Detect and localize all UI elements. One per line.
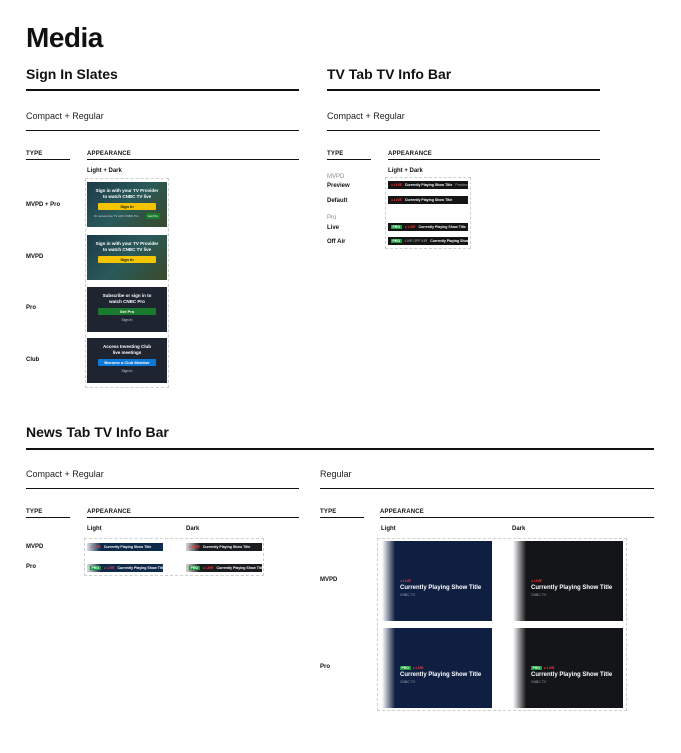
live-indicator: ● LIVE — [391, 198, 402, 202]
live-indicator: ● LIVE — [543, 666, 555, 670]
live-indicator: ● LIVE — [412, 666, 424, 670]
column-header-appearance: APPEARANCE — [388, 151, 433, 157]
row-type-label: Pro — [26, 564, 37, 570]
pro-badge: PRO — [91, 566, 100, 570]
become-club-member-button[interactable]: Become a Club Member — [98, 359, 156, 366]
news-tile-mvpd-light — [382, 541, 492, 621]
sign-in-slate-mvpd-pro — [87, 182, 167, 227]
variant-label: Light + Dark — [87, 168, 122, 174]
info-bar-live — [388, 223, 468, 231]
show-title: Currently Playing Show Title — [400, 585, 482, 591]
column-header-appearance: APPEARANCE — [380, 509, 425, 515]
slate-footer-text: Or access live TV with CNBC Pro — [94, 214, 139, 218]
page-title: Media — [26, 22, 103, 53]
pro-badge: PRO — [392, 225, 401, 229]
news-bar-pro-dark — [186, 564, 262, 572]
preview-timer — [455, 183, 477, 187]
row-type-label: MVPD — [26, 544, 44, 550]
show-title: Currently Playing Show Title — [202, 545, 251, 549]
column-header-type: TYPE — [320, 509, 337, 515]
row-type-label: Pro — [26, 305, 37, 311]
channel-label: CNBC TV — [400, 593, 416, 597]
section-subheading: Compact + Regular — [26, 111, 104, 121]
sign-in-slate-mvpd — [87, 235, 167, 280]
show-title: Currently Playing Show Title — [216, 566, 264, 570]
divider — [388, 159, 600, 160]
news-tile-mvpd-dark — [513, 541, 623, 621]
news-bar-mvpd-dark — [186, 543, 262, 551]
slate-line: Sign in with your TV Provider — [95, 241, 159, 246]
row-type-label: Default — [327, 198, 348, 204]
sign-in-button[interactable]: Sign In — [98, 203, 156, 210]
divider — [26, 159, 70, 160]
section-heading-news-tab: News Tab TV Info Bar — [26, 424, 169, 440]
row-type-label: MVPD + Pro — [26, 202, 61, 208]
news-tile-pro-dark — [513, 628, 623, 708]
sign-in-slate-club — [87, 338, 167, 383]
divider — [26, 448, 654, 450]
slate-line: Access Investing Club — [102, 344, 151, 349]
preview-label: Preview — [455, 183, 468, 187]
divider — [327, 130, 600, 131]
live-indicator: ● LIVE — [404, 225, 416, 229]
live-indicator: ● LIVE — [391, 183, 402, 187]
divider — [327, 159, 371, 160]
get-pro-button[interactable]: Get Pro — [98, 308, 156, 315]
divider — [26, 488, 299, 489]
live-indicator: ● LIVE — [531, 579, 542, 583]
slate-footer — [94, 213, 160, 219]
column-header-type: TYPE — [26, 151, 43, 157]
group-label-mvpd: MVPD — [327, 174, 345, 180]
column-header-type: TYPE — [26, 509, 43, 515]
divider — [87, 517, 299, 518]
section-heading-sign-in-slates: Sign In Slates — [26, 66, 118, 82]
column-header-type: TYPE — [327, 151, 344, 157]
column-header-appearance: APPEARANCE — [87, 151, 132, 157]
get-pro-button[interactable]: Get Pro — [147, 214, 158, 218]
section-heading-tv-tab: TV Tab TV Info Bar — [327, 66, 452, 82]
sign-in-link[interactable]: Sign In — [121, 318, 133, 322]
sign-in-link[interactable]: Sign In — [121, 369, 133, 373]
row-type-label: Pro — [320, 664, 331, 670]
slate-line: to watch CNBC TV live — [102, 246, 152, 252]
show-title: Currently Playing Show Title — [531, 672, 613, 678]
preview-time: 00:00 — [468, 183, 478, 187]
live-indicator: ● LIVE — [202, 566, 214, 570]
info-bar-preview — [388, 181, 478, 189]
divider — [320, 488, 654, 489]
column-label-dark: Dark — [186, 526, 200, 532]
news-bar-pro-light — [87, 564, 163, 572]
pro-badge: PRO — [190, 566, 199, 570]
group-label-pro: Pro — [327, 215, 337, 221]
column-header-appearance: APPEARANCE — [87, 509, 132, 515]
channel-label: CNBC TV — [531, 680, 547, 684]
live-indicator: LIVE OFF AIR — [404, 239, 428, 243]
show-title: Currently Playing Show Title — [400, 672, 482, 678]
section-subheading: Regular — [320, 469, 352, 479]
info-bar-off-air — [388, 237, 478, 245]
show-title: Currently Playing Show Title — [117, 566, 165, 570]
show-title: Currently Playing Show Title — [404, 198, 453, 202]
slate-line: Sign in with your TV Provider — [95, 188, 159, 193]
slate-line: to watch CNBC TV live — [102, 193, 152, 199]
news-bar-mvpd-light — [87, 543, 163, 551]
sign-in-button[interactable]: Sign In — [98, 256, 156, 263]
divider — [26, 130, 299, 131]
divider — [26, 517, 70, 518]
row-type-label: Off Air — [327, 239, 346, 245]
slate-line: watch CNBC Pro — [109, 298, 145, 304]
column-label-dark: Dark — [512, 526, 526, 532]
live-indicator: ● LIVE — [103, 566, 115, 570]
sign-in-slate-pro — [87, 287, 167, 332]
channel-label: CNBC TV — [531, 593, 547, 597]
news-tile-pro-light — [382, 628, 492, 708]
live-indicator: ● LIVE — [90, 545, 101, 549]
row-type-label: Live — [327, 225, 340, 231]
pro-badge: PRO — [392, 239, 401, 243]
live-indicator: ● LIVE — [400, 579, 411, 583]
column-label-light: Light — [87, 526, 102, 532]
show-title: Currently Playing Show Title — [418, 225, 466, 229]
live-indicator: ● LIVE — [189, 545, 200, 549]
row-type-label: Preview — [327, 183, 350, 189]
channel-label: CNBC TV — [400, 680, 416, 684]
slate-line: live meetings — [112, 349, 142, 355]
show-title: Currently Playing Show Title — [103, 545, 152, 549]
show-title: Currently Playing Show Title — [531, 585, 613, 591]
divider — [26, 89, 299, 91]
row-type-label: Club — [26, 357, 40, 363]
section-subheading: Compact + Regular — [327, 111, 405, 121]
show-title: Currently Playing Show Title — [430, 239, 478, 243]
pro-badge: PRO — [532, 666, 541, 670]
pro-badge: PRO — [401, 666, 410, 670]
show-title: Currently Playing Show Title — [404, 183, 453, 187]
divider — [380, 517, 654, 518]
divider — [320, 517, 364, 518]
divider — [327, 89, 600, 91]
slate-line: Subscribe or sign in to — [102, 293, 152, 298]
column-label-light: Light — [381, 526, 396, 532]
section-subheading: Compact + Regular — [26, 469, 104, 479]
info-bar-default — [388, 196, 468, 204]
row-type-label: MVPD — [320, 577, 338, 583]
variant-label: Light + Dark — [388, 168, 423, 174]
row-type-label: MVPD — [26, 254, 44, 260]
divider — [87, 159, 299, 160]
